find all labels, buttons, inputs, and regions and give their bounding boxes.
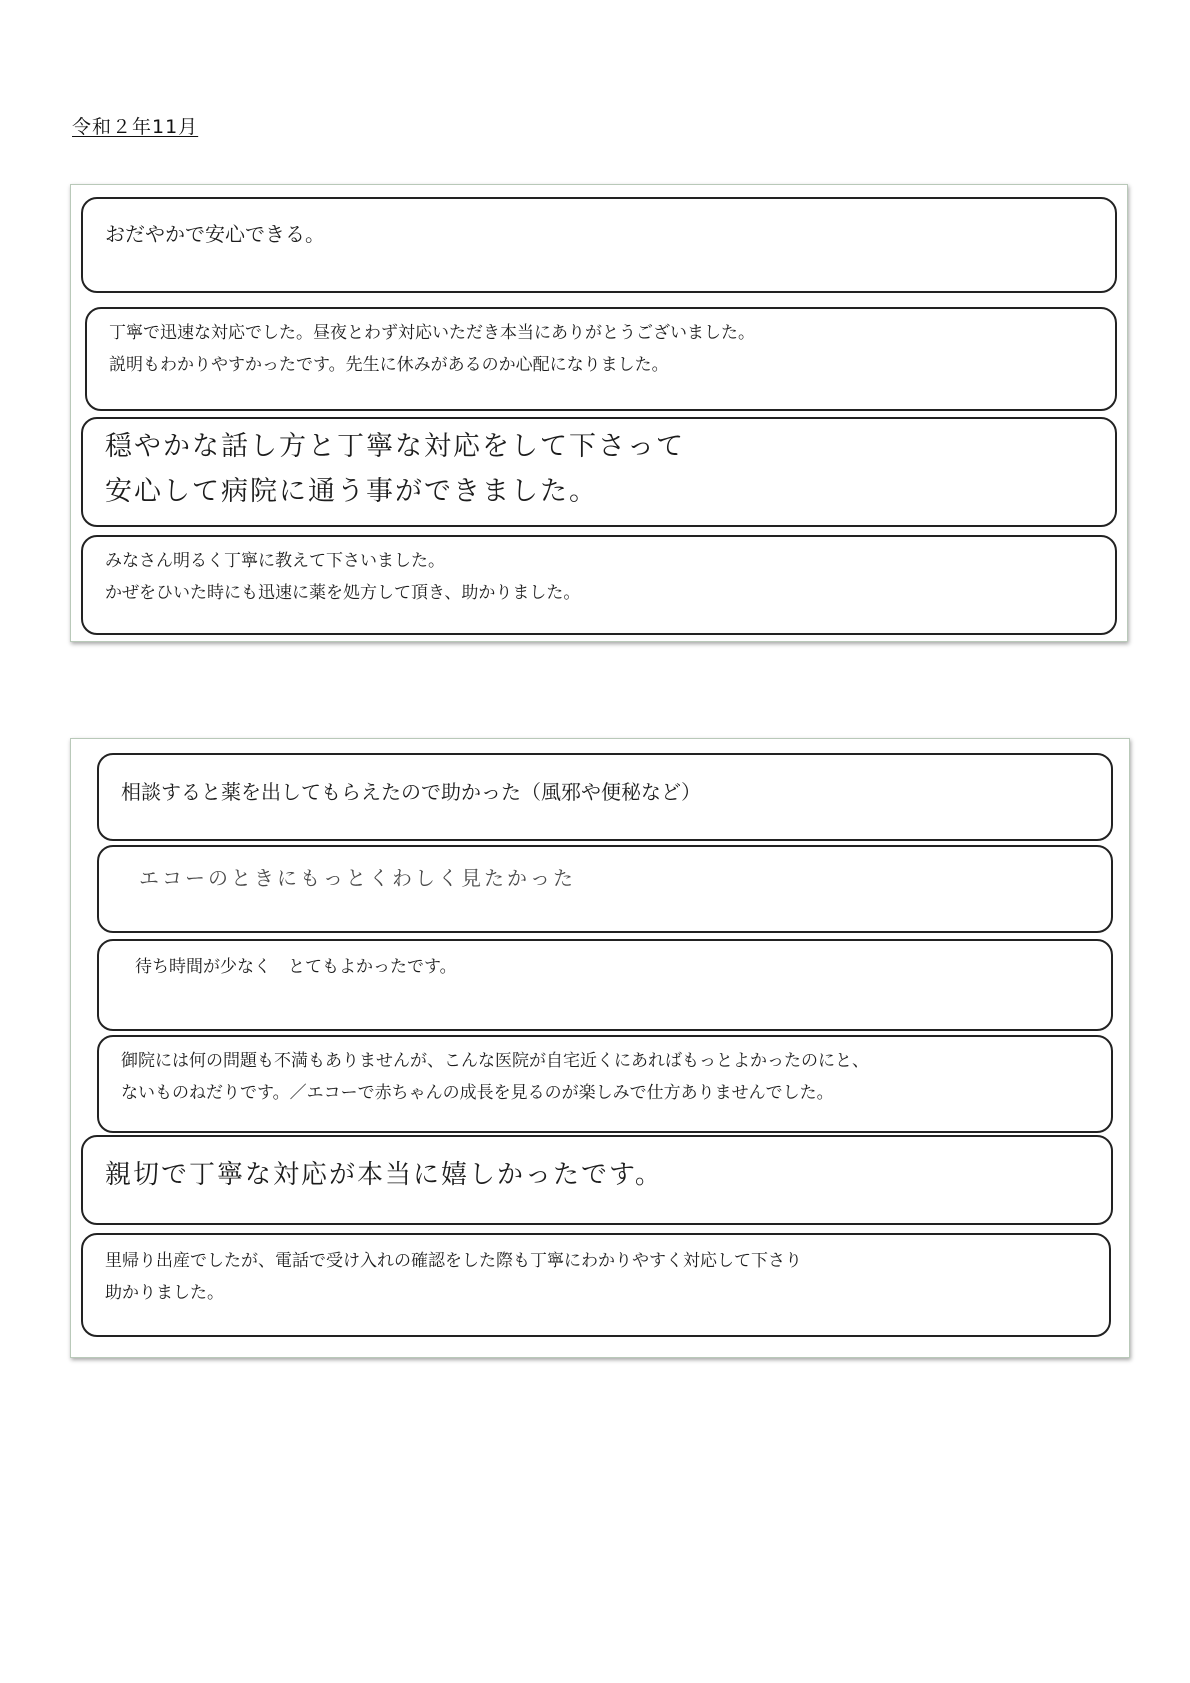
comment-text: かぜをひいた時にも迅速に薬を処方して頂き、助かりました。 (105, 583, 581, 604)
comment-text: 助かりました。 (105, 1283, 224, 1304)
comment-box (81, 1233, 1111, 1337)
comment-box (97, 753, 1113, 841)
comment-box (97, 939, 1113, 1031)
comment-box (97, 845, 1113, 933)
comment-text: みなさん明るく丁寧に教えて下さいました。 (105, 551, 445, 571)
comment-text: 待ち時間が少なく とてもよかったです。 (135, 957, 457, 977)
comment-text: 里帰り出産でしたが、電話で受け入れの確認をした際も丁寧にわかりやすく対応して下さり (105, 1251, 802, 1271)
comment-box (81, 197, 1117, 293)
comment-box (81, 417, 1117, 527)
comment-text: 相談すると薬を出してもらえたので助かった（風邪や便秘など） (121, 780, 701, 804)
comment-text: 丁寧で迅速な対応でした。昼夜とわず対応いただき本当にありがとうございました。 (109, 323, 755, 343)
comment-box (85, 307, 1117, 411)
comment-text: 御院には何の問題も不満もありませんが、こんな医院が自宅近くにあればもっとよかったのにと、 (121, 1051, 869, 1071)
comment-text: 安心して病院に通う事ができました。 (105, 475, 598, 507)
comment-text: ないものねだりです。／エコーで赤ちゃんの成長を見るのが楽しみで仕方ありませんでした。 (121, 1083, 834, 1104)
comment-text: 穏やかな話し方と丁寧な対応をして下さって (105, 431, 685, 462)
comment-sheet-2 (70, 738, 1130, 1358)
comment-sheet-1 (70, 184, 1128, 642)
comment-text: 説明もわかりやすかったです。先生に休みがあるのか心配になりました。 (109, 355, 669, 376)
comment-text: おだやかで安心できる。 (105, 222, 325, 246)
comment-text: 親切で丁寧な対応が本当に嬉しかったです。 (105, 1160, 663, 1190)
header-date: 令和２年11月 (72, 116, 199, 138)
comment-box (81, 535, 1117, 635)
comment-text: エコーのときにもっとくわしく見たかった (139, 866, 576, 890)
comment-box (81, 1135, 1113, 1225)
comment-box (97, 1035, 1113, 1133)
